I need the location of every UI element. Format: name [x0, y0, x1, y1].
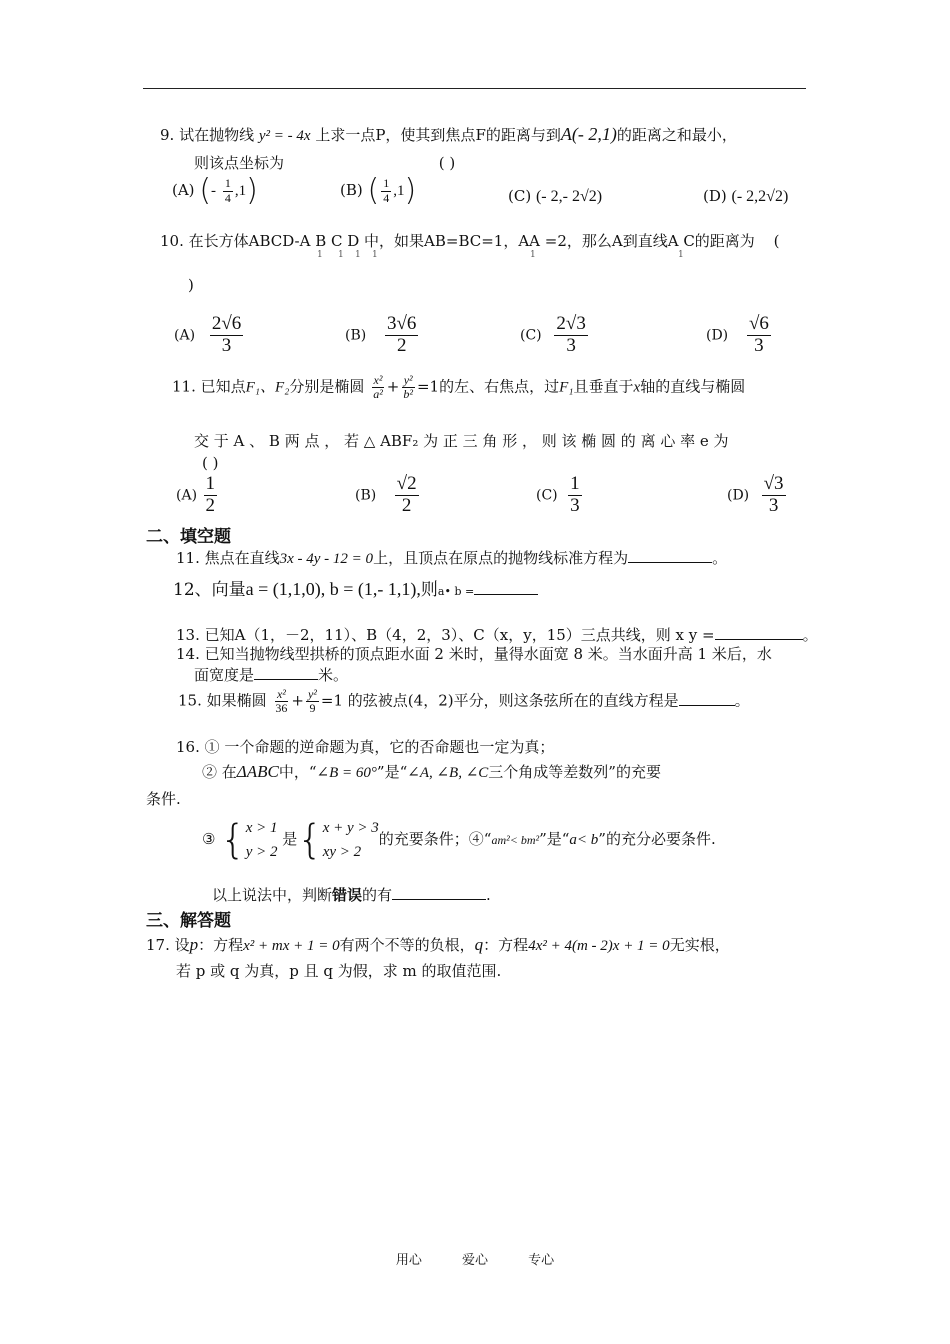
section-answer-title: 三、解答题 [146, 911, 231, 931]
q10-subscript-3: 1 [355, 250, 361, 260]
section-fill-in-title: 二、填空题 [146, 527, 231, 547]
q9-option-d: (D) (- 2,2√2) [703, 187, 789, 205]
footer: 用心 爱心 专心 [395, 1253, 555, 1268]
fill-14-line2: 面宽度是 米。 [194, 666, 349, 684]
fill-16-line1: 16. ① 一个命题的逆命题为真，它的否命题也一定为真； [176, 738, 555, 756]
fill-16-line2: ② 在ΔABC中，“∠B = 60°”是“∠A, ∠B, ∠C三个角成等差数列”的充要 [202, 762, 661, 781]
fill-14-line1: 14. 已知当抛物线型拱桥的顶点距水面 2 米时，量得水面宽 8 米。当水面升高 1 米后，水 [176, 645, 772, 663]
header-rule [143, 88, 806, 89]
q10-subscript-4: 1 [372, 250, 378, 260]
fill-13: 13. 已知A（1，－2，11）、B（4，2，3）、C（x，y，15）三点共线，则 x y = 。 [176, 626, 818, 644]
q10-subscript-5: 1 [530, 250, 536, 260]
q17-line2: 若 p 或 q 为真，p 且 q 为假，求 m 的取值范围. [176, 962, 502, 980]
q9-point: A(- 2,1) [560, 124, 617, 144]
q10-subscript-6: 1 [678, 250, 684, 260]
q11-option-d: (D) $\frac{√3}{3}$ [727, 473, 784, 516]
q10-option-a: (A) $\frac{2√6}{3}$ [174, 313, 242, 356]
fill-11: 11. 焦点在直线3x - 4y - 12 = 0上，且顶点在原点的抛物线标准方程为 。 [176, 549, 728, 567]
q9-option-b: (B) ( $\frac{1}{4}$ ,1) [340, 173, 417, 208]
q17-line1: 17. 设p：方程x² + mx + 1 = 0有两个不等的负根，q：方程4x² + 4(m - 2)x + 1 = 0无实根， [146, 935, 730, 954]
q11-option-a: (A) $\frac{1}{2}$ [176, 473, 215, 516]
fill-16-line3: 条件. [146, 790, 181, 808]
fill-16-line4: ③ { x > 1 y > 2 是{ x + y > 3 xy > 2 的充要条件；④“am²< bm²”是“a< b”的充分必要条件. [202, 817, 716, 863]
q11-line1: 11. 已知点F₁、F₂分别是椭圆 $\frac{\text{x²}}{\text{a²}}$ + $\frac{\text{y²}}{\text{b²}}$ =1的左、右焦点，过F₁且垂直于x轴的直线与椭圆 [172, 373, 746, 402]
q10-subscript-2: 1 [338, 250, 344, 260]
q9-option-a: (A) (- $\frac{1}{4}$ ,1) [172, 173, 258, 208]
q11-line2: 交 于 A 、 B 两 点 ， 若 △ ABF₂ 为 正 三 角 形 ， 则 该 椭 圆 的 离 心 率 e 为 [194, 432, 729, 450]
q9-equation: y² = - 4x [258, 128, 311, 144]
q11-option-c: (C) $\frac{1}{3}$ [536, 473, 580, 516]
fill-12: 12、向量a = (1,1,0), b = (1,- 1,1),则a• b = [173, 575, 538, 600]
q11-paren: ( ) [202, 454, 219, 472]
q9-line1: 9. 试在抛物线 y² = - 4x 上求一点P，使其到焦点F的距离与到A(- 2,1)的距离之和最小， [160, 124, 737, 144]
fill-16-line5: 以上说法中，判断错误的有 . [212, 886, 491, 904]
q10-option-b: (B) $\frac{3√6}{2}$ [345, 313, 417, 356]
q10-option-c: (C) $\frac{2√3}{3}$ [520, 313, 586, 356]
q11-option-b: (B) $\frac{√2}{2}$ [355, 473, 417, 516]
q10-line1: 10. 在长方体ABCD-A B C D 中，如果AB=BC=1，AA =2，那么A到直线A C的距离为 ( [160, 232, 780, 250]
q10-paren-close: ) [188, 276, 194, 294]
q9-option-c: (C) (- 2,- 2√2) [508, 187, 603, 205]
q9-line2: 则该点坐标为 ( ) [194, 154, 456, 172]
q10-subscript-1: 1 [317, 250, 323, 260]
q10-option-d: (D) $\frac{√6}{3}$ [706, 313, 769, 356]
fill-15: 15. 如果椭圆 $\frac{\text{x²}}{36}$ + $\frac{\text{y²}}{9}$ =1 的弦被点(4，2)平分，则这条弦所在的直线方程是 。 [178, 687, 750, 716]
